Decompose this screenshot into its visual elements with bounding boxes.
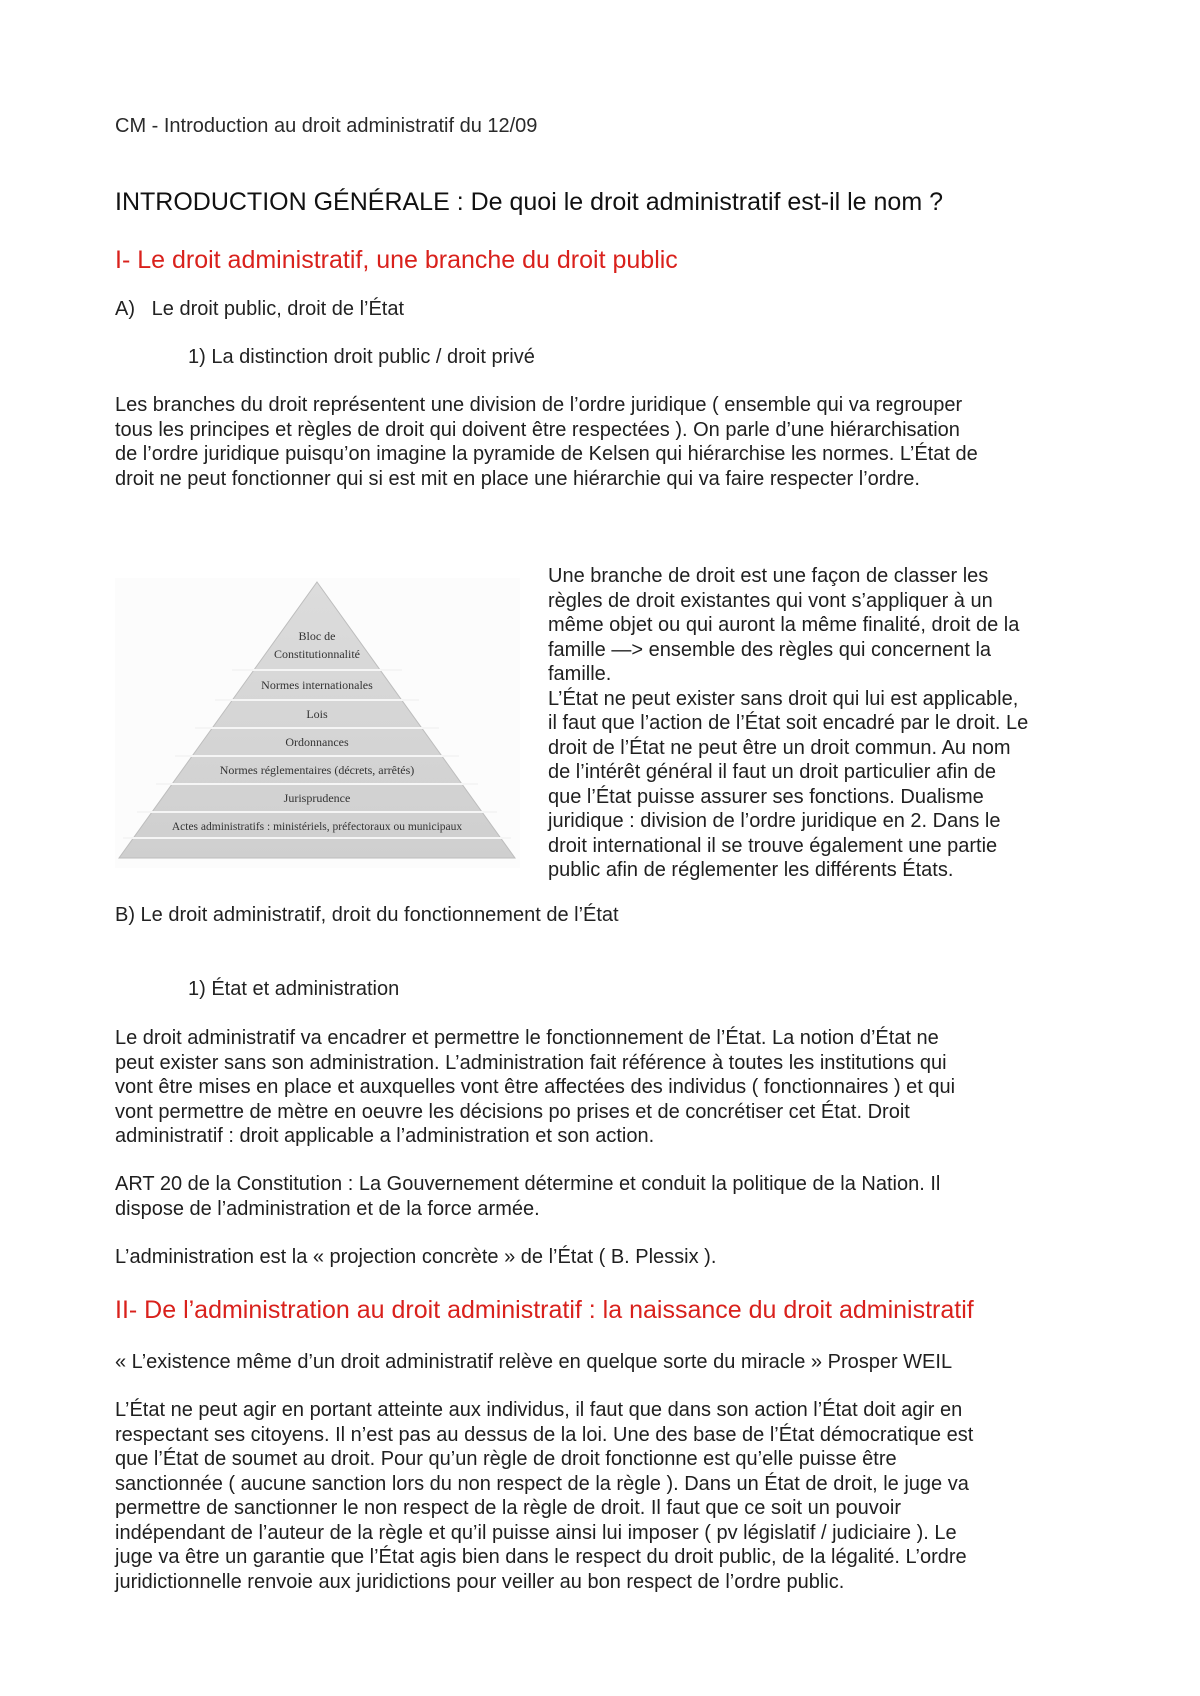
text-line: respectant ses citoyens. Il n’est pas au dessus de la loi. Une des base de l’État démocratique est — [115, 1423, 974, 1446]
subsection-b-heading: B) Le droit administratif, droit du fonctionnement de l’État — [115, 904, 619, 926]
paragraph-etat-de-droit — [115, 1398, 1090, 1594]
pyramid-level-ordonnances: Ordonnances — [285, 735, 349, 749]
text-line: Une branche de droit est une façon de classer les — [548, 565, 989, 587]
paragraph-branche-de-droit — [548, 564, 1100, 883]
text-line: ART 20 de la Constitution : La Gouvernement détermine et conduit la politique de la Nation. Il — [115, 1173, 941, 1195]
text-line: il faut que l’action de l’État soit encadré par le droit. Le — [548, 712, 1029, 734]
text-line: juge va être un garantie que l’État agis bien dans le respect du droit public, de la légalité. L’ordre — [115, 1546, 967, 1568]
course-meta: CM - Introduction au droit administratif du 12/09 — [115, 115, 538, 137]
kelsen-pyramid-figure — [115, 578, 520, 868]
quote-prosper-weil — [115, 1350, 1090, 1375]
pyramid-level-normes-reglementaires: Normes réglementaires (décrets, arrêtés) — [219, 763, 415, 777]
text-line: règles de droit existantes qui vont s’appliquer à un — [548, 589, 993, 612]
pyramid-level-lois: Lois — [306, 707, 328, 721]
paragraph-plessix — [115, 1245, 1090, 1270]
text-line: droit de l’État ne peut être un droit commun. Au nom — [548, 736, 1011, 759]
text-line: sanctionnée ( aucune sanction lors du non respect de la règle ). Dans un État de droit, le juge va — [115, 1472, 969, 1495]
text-line: droit international il se trouve également une partie — [548, 834, 998, 857]
text-line: droit ne peut fonctionner qui si est mit en place une hiérarchie qui va faire respecter l’ordre. — [115, 467, 920, 490]
section-1-heading: I- Le droit administratif, une branche du droit public — [115, 246, 678, 274]
text-line: même objet ou qui auront la même finalité, droit de la — [548, 614, 1020, 636]
text-line: permettre de sanctionner le non respect de la règle de droit. Il faut que ce soit un pouvoir — [115, 1497, 902, 1519]
paragraph-droit-administratif — [115, 1026, 1090, 1149]
text-line: peut exister sans son administration. L’administration fait référence à toutes les institutions qui — [115, 1051, 947, 1074]
text-line: que l’État puisse assurer ses fonctions. Dualisme — [548, 785, 984, 808]
text-line: Le droit administratif va encadrer et permettre le fonctionnement de l’État. La notion d’État ne — [115, 1027, 939, 1049]
pyramid-level-normes-internationales: Normes internationales — [261, 678, 373, 692]
paragraph-branches — [115, 393, 1090, 491]
text-line: indépendant de l’auteur de la règle et qu’il puisse ainsi lui imposer ( pv législatif / judiciaire ). Le — [115, 1521, 957, 1544]
text-line: dispose de l’administration et de la force armée. — [115, 1197, 540, 1220]
text-line: de l’intérêt général il faut un droit particulier afin de — [548, 761, 997, 783]
text-line: famille. — [548, 663, 612, 685]
text-line: de l’ordre juridique puisqu’on imagine la pyramide de Kelsen qui hiérarchise les normes. L’État de — [115, 443, 978, 465]
text-line: juridictionnelle renvoie aux juridictions pour veiller au bon respect de l’ordre public. — [115, 1570, 845, 1593]
text-line: administratif : droit applicable a l’administration et son action. — [115, 1125, 655, 1147]
text-line: juridique : division de l’ordre juridique en 2. Dans le — [548, 810, 1001, 832]
subsection-b1-heading: 1) État et administration — [188, 978, 400, 1000]
text-line: Les branches du droit représentent une division de l’ordre juridique ( ensemble qui va regrouper — [115, 394, 963, 416]
text-line: famille —> ensemble des règles qui concernent la — [548, 638, 992, 661]
text-line: vont permettre de mètre en oeuvre les décisions po prises et de concrétiser cet État. Droit — [115, 1100, 910, 1123]
text-line: vont être mises en place et auxquelles vont être affectées des individus ( fonctionnaires ) et qui — [115, 1076, 956, 1098]
section-2-heading: II- De l’administration au droit administratif : la naissance du droit administratif — [115, 1296, 974, 1324]
pyramid-level-actes-administratifs: Actes administratifs : ministériels, préfectoraux ou municipaux — [171, 821, 463, 833]
paragraph-art-20 — [115, 1172, 1090, 1221]
text-line: « L’existence même d’un droit administratif relève en quelque sorte du miracle » Prosper WEIL — [115, 1351, 953, 1373]
subsection-a-heading: A) Le droit public, droit de l’État — [115, 298, 405, 320]
text-line: L’État ne peut agir en portant atteinte aux individus, il faut que dans son action l’État doit agir en — [115, 1399, 963, 1421]
text-line: public afin de réglementer les différents États. — [548, 859, 954, 881]
text-line: L’État ne peut exister sans droit qui lui est applicable, — [548, 687, 1019, 710]
subsection-a1-heading: 1) La distinction droit public / droit privé — [188, 346, 535, 368]
main-title: INTRODUCTION GÉNÉRALE : De quoi le droit administratif est-il le nom ? — [115, 188, 944, 216]
kelsen-pyramid-svg — [115, 578, 520, 868]
text-line: que l’État de soumet au droit. Pour qu’un règle de droit fonctionne est qu’elle puisse être — [115, 1448, 897, 1470]
pyramid-level-jurisprudence: Jurisprudence — [283, 791, 351, 805]
text-line: tous les principes et règles de droit qui doivent être respectées ). On parle d’une hiérarchisation — [115, 418, 960, 441]
pyramid-level-bloc: Bloc de — [298, 629, 336, 643]
text-line: L’administration est la « projection concrète » de l’État ( B. Plessix ). — [115, 1246, 717, 1268]
pyramid-level-constitutionnalite: Constitutionnalité — [274, 647, 360, 661]
